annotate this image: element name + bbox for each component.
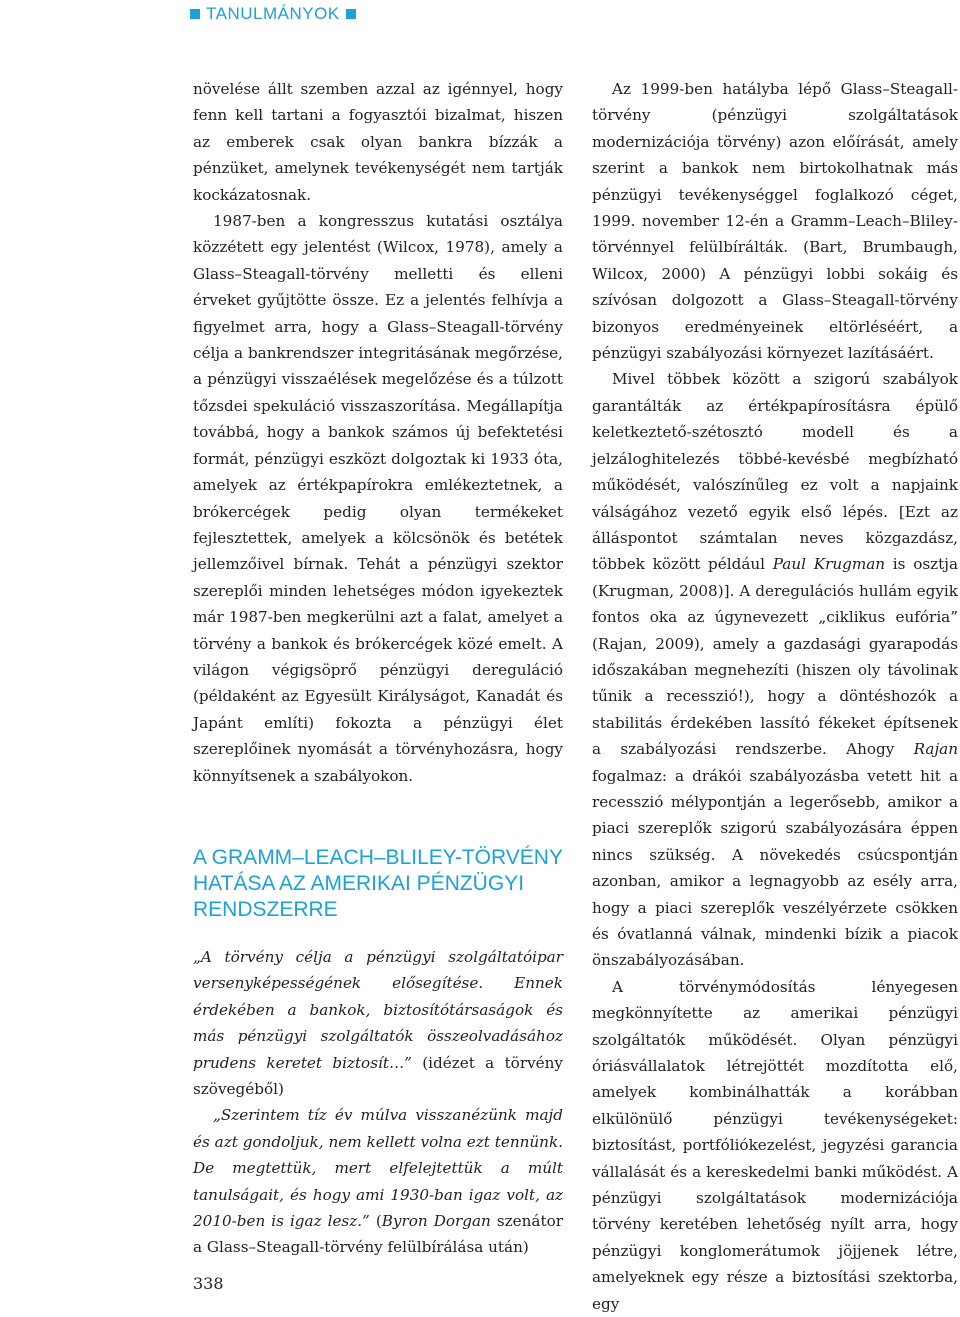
author-name: Paul Krugman xyxy=(772,555,886,574)
page-number: 338 xyxy=(193,1274,224,1293)
author-name: Rajan xyxy=(913,740,958,759)
paragraph: Az 1999-ben hatályba lépő Glass–Steagall-törvény (pénzügyi szolgáltatások modernizációja törvény) azon előírását, amely szerint a bankok nem birtokolhatnak más pénzügyi tevékenységgel foglalkozó céget, 1999. november 12-én a Gramm–Leach–Bliley-törvénnyel felülbírálták. (Bart, Brumbaugh, Wilcox, 2000) A pénzügyi lobbi sokáig és szívósan dolgozott a Glass–Steagall-törvény bizonyos eredményeinek eltörléséért, a pénzügyi szabályozási környezet lazításáért. xyxy=(592,80,958,363)
paragraph: A törvénymódosítás lényegesen megkönnyítette az amerikai pénzügyi szolgáltatók működését. Olyan pénzügyi óriásvállalatok létrejöttét mozdította elő, amelyek kombinálhatták a korábban elkülönülő pénzügyi tevékenységeket: biztosítást, portfóliókezelést, jegyzési garancia vállalását és a kereskedelmi banki működést. A pénzügyi szolgáltatások modernizációja törvény keretében lehetőség nyílt arra, hogy pénzügyi konglomerátumok jöjjenek létre, amelyeknek egy része a biztosítási szektorba, egy xyxy=(592,977,958,1313)
text-run: is osztja (Krugman, 2008)]. A deregulációs hullám egyik fontos oka az úgynevezett „ciklikus eufória” (Rajan, 2009), amely a gazdasági gyarapodás időszakában megnehezíti (hiszen oly távolinak tűnik a recesszió!), hogy a döntéshozók a stabilitás érdekében lassító fékeket építsenek a szabályozási rendszerbe. Ahogy xyxy=(592,555,958,759)
quote-source: szenátor a Glass–Steagall-törvény felülbírálása után) xyxy=(193,1212,563,1257)
paragraph: növelése állt szemben azzal az igénnyel, hogy fenn kell tartani a fogyasztói bizalmat, hiszen az emberek csak olyan bankra bízzák a pénzüket, amelynek tevékenységét nem tartják kockázatosnak. xyxy=(193,80,563,204)
quote-text: „Szerintem tíz év múlva visszanézünk majd és azt gondoljuk, nem kellett volna ezt tennünk. De megtettük, mert elfelejtettük a múlt tanulságait, és hogy ami 1930-ban igaz volt, az 2010-ben is igaz lesz.” xyxy=(193,1106,563,1231)
section-heading: A GRAMM–LEACH–BLILEY-TÖRVÉNY HATÁSA AZ AMERIKAI PÉNZÜGYI RENDSZERRE xyxy=(193,845,563,921)
square-bullet-icon xyxy=(190,9,200,19)
left-column xyxy=(193,76,563,1261)
running-head xyxy=(190,4,356,24)
text-run: fogalmaz: a drákói szabályozásba vetett hit a recesszió mélypontján a legerősebb, amikor a piaci szereplők szigorú szabályozására éppen nincs szükség. A növekedés csúcspontján azonban, amikor a legnagyobb az esély arra, hogy a piaci szereplők veszélyérzete csökken és óvatlanná válnak, mindenki bízik a piacok önszabályozásában. xyxy=(592,766,958,970)
quote-source: (idézet a törvény szövegéből) xyxy=(193,1053,564,1098)
section-label: TANULMÁNYOK xyxy=(206,4,340,23)
quote-text: „A törvény célja a pénzügyi szolgáltatóipar versenyképességének elősegítése. Ennek érdekében a bankok, biztosítótársaságok és más pénzügyi szolgáltatók összeolvadásához prudens keretet biztosít…” xyxy=(193,947,563,1072)
paragraph xyxy=(592,366,958,973)
epigraph-quote xyxy=(193,1102,563,1260)
square-bullet-icon xyxy=(346,9,356,19)
right-column xyxy=(592,76,958,1317)
quote-source-open: ( xyxy=(369,1212,382,1231)
text-run: Mivel többek között a szigorú szabályok garantálták az értékpapírosításra épülő keletkeztető-szétosztó modell és a jelzáloghitelezés többé-kevésbé megbízható működését, valószínűleg ez volt a napjaink válságához vezető egyik első lépés. [Ezt az álláspontot számtalan neves közgazdász, többek között például xyxy=(592,370,958,574)
paragraph: 1987-ben a kongresszus kutatási osztálya közzétett egy jelentést (Wilcox, 1978), amely a Glass–Steagall-törvény melletti és elleni érveket gyűjtötte össze. Ez a jelentés felhívja a figyelmet arra, hogy a Glass–Steagall-törvény célja a bankrendszer integritásának megőrzése, a pénzügyi visszaélések megelőzése és a túlzott tőzsdei spekuláció visszaszorítása. Megállapítja továbbá, hogy a bankok számos új befektetési formát, pénzügyi eszközt dolgoztak ki 1933 óta, amelyek az értékpapírokra emlékeztetnek, a brókercégek pedig olyan termékeket fejlesztettek, amelyek a kölcsönök és betétek jellemzőivel bírnak. Tehát a pénzügyi szektor szereplői minden lehetséges módon igyekeztek már 1987-ben megkerülni azt a falat, amelyet a törvény a bankok és brókercégek közé emelt. A világon végigsöprő pénzügyi dereguláció (példaként az Egyesült Királyságot, Kanadát és Japánt említi) fokozta a pénzügyi élet szereplőinek nyomását a törvényhozásra, hogy könnyítsenek a szabályokon. xyxy=(193,212,563,785)
epigraph-quote xyxy=(193,944,563,1102)
quote-author: Byron Dorgan xyxy=(381,1212,491,1231)
